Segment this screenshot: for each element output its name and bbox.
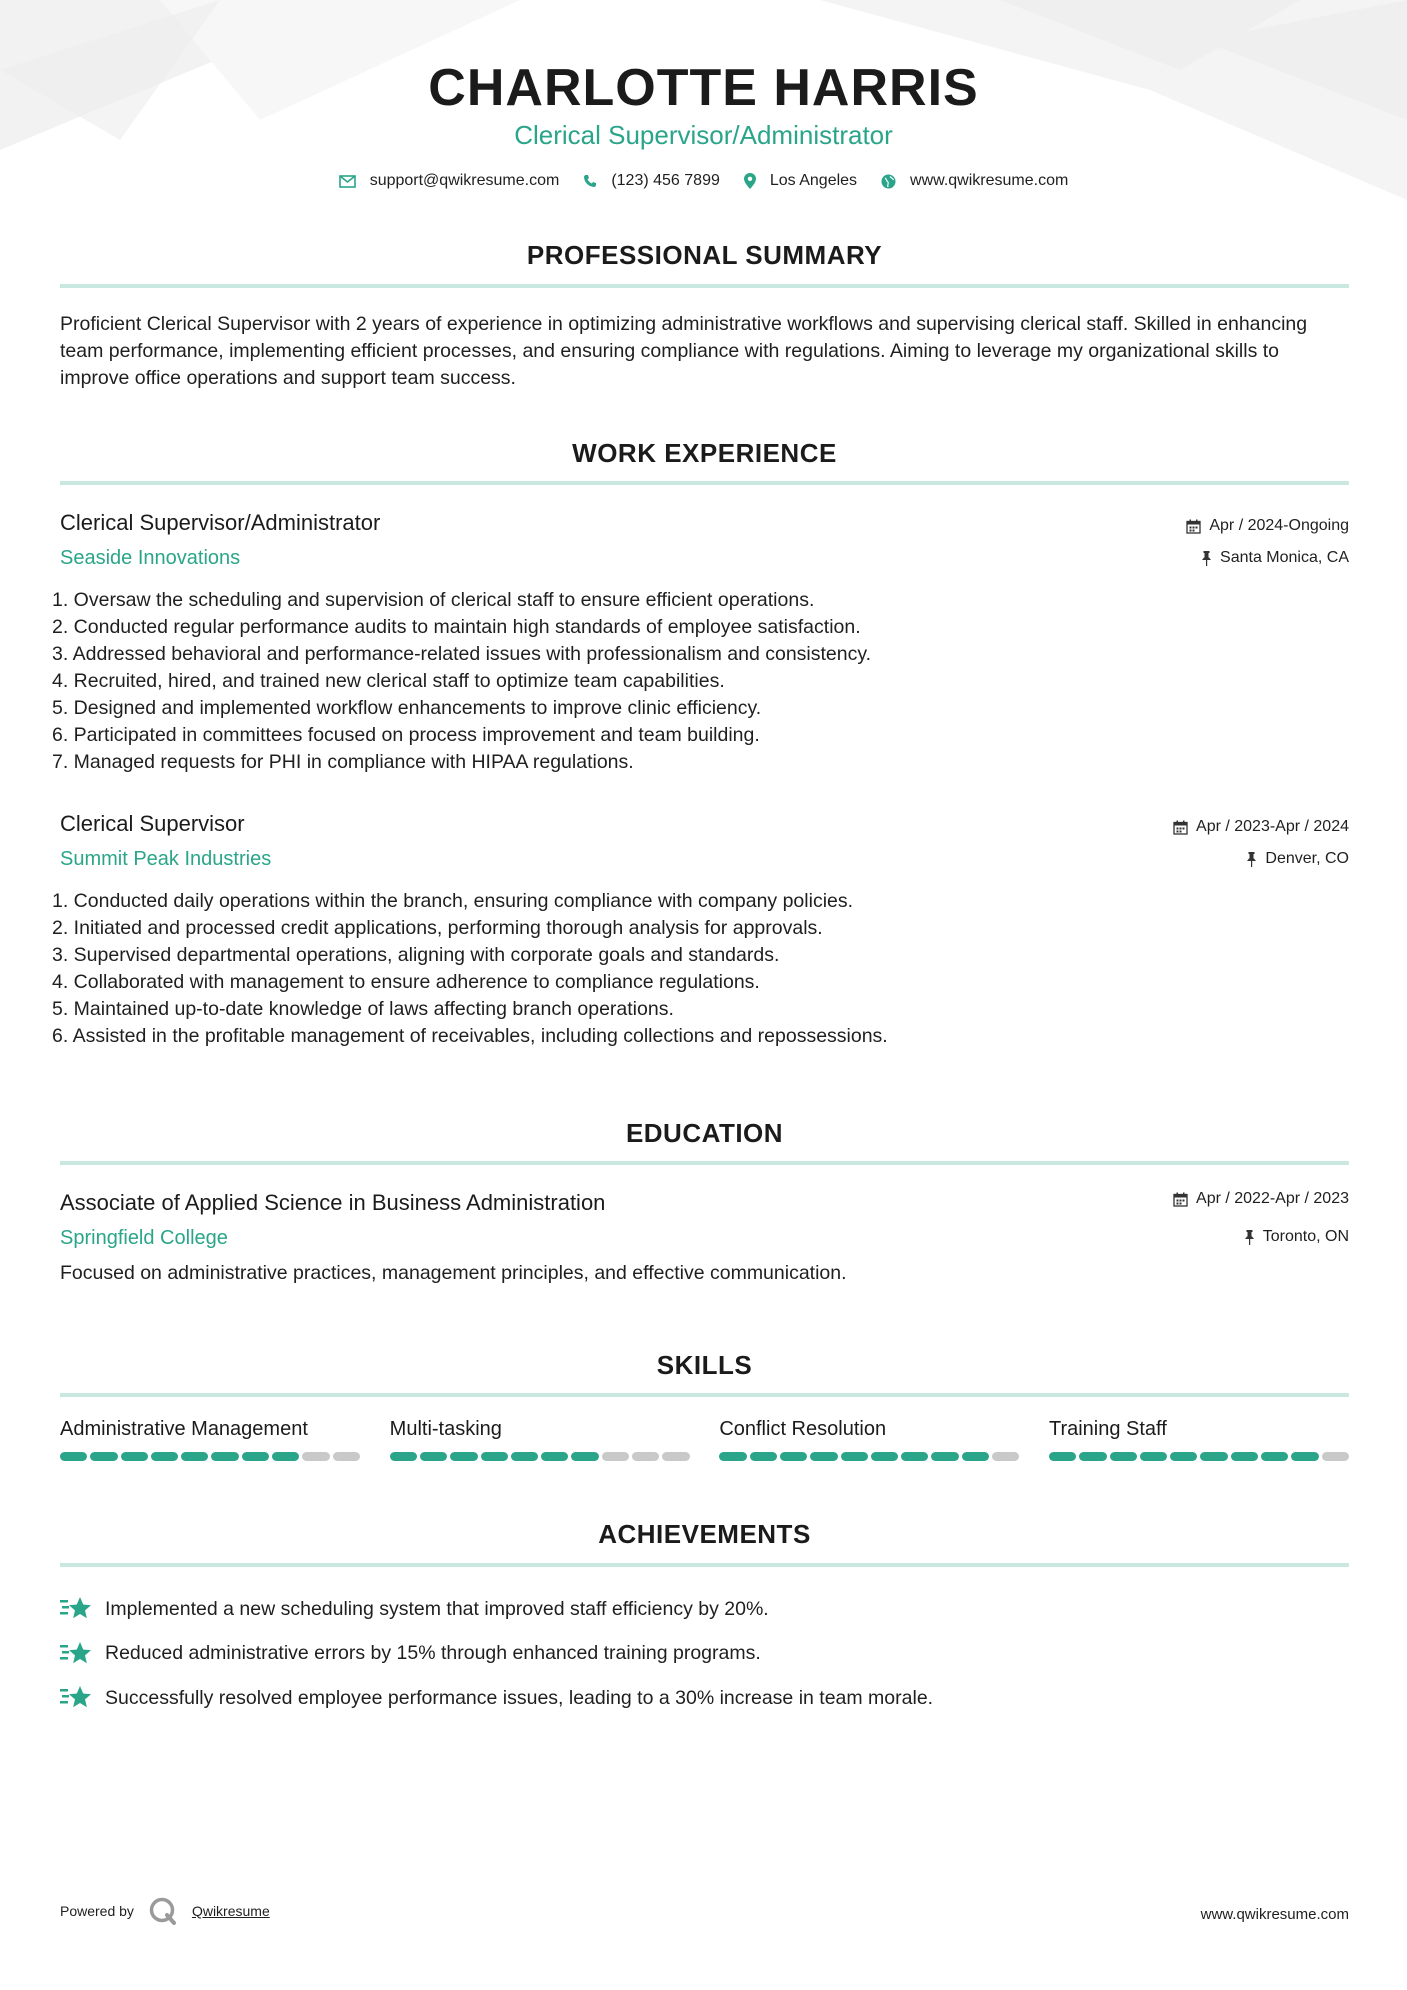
skill-name: Administrative Management [60, 1418, 308, 1440]
achievement-item [60, 1587, 1349, 1632]
achievements-list [60, 1587, 1349, 1721]
job-dates [1186, 517, 1349, 535]
contact-location [744, 172, 857, 190]
candidate-title: Clerical Supervisor/Administrator [514, 120, 893, 150]
skill-level-bar [60, 1452, 360, 1461]
skill-item [1049, 1418, 1349, 1461]
job-location [1201, 549, 1349, 567]
job-location-text: Denver, CO [1265, 850, 1349, 867]
skill-item [719, 1418, 1019, 1461]
skill-segment-filled [810, 1452, 837, 1461]
skills-heading: SKILLS [656, 1350, 753, 1380]
map-pin-icon [744, 173, 756, 189]
job-dates-text: Apr / 2024-Ongoing [1209, 517, 1349, 534]
skill-name: Training Staff [1048, 1418, 1167, 1440]
skill-segment-empty [662, 1452, 689, 1461]
job-bullet: 6. Assisted in the profitable management of receivables, including collections and repossessions. [52, 1025, 888, 1047]
skill-segment-filled [211, 1452, 238, 1461]
experience-divider [60, 481, 1349, 485]
skill-segment-filled [151, 1452, 178, 1461]
job-bullet: 7. Managed requests for PHI in compliance with HIPAA regulations. [52, 751, 634, 773]
skill-segment-filled [420, 1452, 447, 1461]
skill-segment-filled [390, 1452, 417, 1461]
summary-text: Proficient Clerical Supervisor with 2 years of experience in optimizing administrative workflows and supervising clerical staff. Skilled in enhancing team performance, implementing efficient processes, and ensuring compliance with regulations. Aiming to leverage my organizational skills to improve office operations and support team success. [60, 313, 1308, 389]
skill-segment-empty [602, 1452, 629, 1461]
pushpin-icon [1244, 1230, 1255, 1245]
education-description: Focused on administrative practices, management principles, and effective communication. [60, 1262, 847, 1284]
summary-divider [60, 284, 1349, 288]
education-location [1244, 1228, 1349, 1246]
phone-icon [583, 174, 597, 188]
skill-segment-filled [931, 1452, 958, 1461]
job-bullet: 2. Initiated and processed credit applications, performing thorough analysis for approvals. [52, 917, 823, 939]
achievement-text: Reduced administrative errors by 15% through enhanced training programs. [105, 1642, 761, 1665]
job-company: Summit Peak Industries [60, 848, 272, 870]
job-title: Clerical Supervisor [60, 811, 245, 836]
job-title: Clerical Supervisor/Administrator [60, 510, 381, 535]
skill-item [60, 1418, 360, 1461]
skills-list [60, 1418, 1349, 1461]
skill-segment-filled [1261, 1452, 1288, 1461]
job-bullet: 1. Conducted daily operations within the branch, ensuring compliance with company policies. [52, 890, 854, 912]
job-bullet: 3. Addressed behavioral and performance-related issues with professionalism and consistency. [52, 643, 872, 665]
skill-segment-empty [992, 1452, 1019, 1461]
pushpin-icon [1201, 551, 1212, 566]
star-achievement-icon [60, 1641, 93, 1667]
contact-phone-text: (123) 456 7899 [611, 172, 720, 189]
job-dates-text: Apr / 2023-Apr / 2024 [1196, 818, 1349, 835]
achievement-text: Implemented a new scheduling system that improved staff efficiency by 20%. [105, 1597, 769, 1620]
envelope-icon [339, 175, 356, 188]
skill-name: Conflict Resolution [719, 1418, 887, 1440]
skill-segment-empty [1322, 1452, 1349, 1461]
skill-level-bar [390, 1452, 690, 1461]
star-achievement-icon [60, 1685, 93, 1711]
footer-powered-by [60, 1896, 270, 1926]
powered-by-label: Powered by [60, 1903, 134, 1919]
qwikresume-link[interactable]: Qwikresume [191, 1903, 270, 1919]
skill-segment-empty [302, 1452, 329, 1461]
skill-segment-filled [242, 1452, 269, 1461]
job-bullet: 2. Conducted regular performance audits to maintain high standards of employee satisfaction. [52, 616, 861, 638]
skill-segment-empty [333, 1452, 360, 1461]
skill-segment-filled [90, 1452, 117, 1461]
experience-heading: WORK EXPERIENCE [572, 438, 837, 468]
calendar-icon [1173, 820, 1188, 835]
achievements-divider [60, 1563, 1349, 1567]
skill-segment-filled [481, 1452, 508, 1461]
achievement-item [60, 1632, 1349, 1677]
skill-item [390, 1418, 690, 1461]
skill-name: Multi-tasking [389, 1418, 502, 1440]
skill-segment-filled [901, 1452, 928, 1461]
skill-segment-filled [962, 1452, 989, 1461]
job-bullet: 4. Recruited, hired, and trained new clerical staff to optimize team capabilities. [52, 670, 725, 692]
education-heading: EDUCATION [625, 1118, 784, 1148]
job-bullet: 6. Participated in committees focused on process improvement and team building. [52, 724, 760, 746]
skill-level-bar [1049, 1452, 1349, 1461]
contact-website-text: www.qwikresume.com [910, 172, 1069, 189]
skill-segment-filled [181, 1452, 208, 1461]
job-location-text: Santa Monica, CA [1220, 549, 1349, 566]
globe-icon [881, 174, 896, 189]
summary-heading: PROFESSIONAL SUMMARY [526, 240, 883, 270]
star-achievement-icon [60, 1596, 93, 1622]
achievements-heading: ACHIEVEMENTS [598, 1519, 811, 1549]
qwikresume-logo-icon [148, 1896, 178, 1926]
job-bullet: 1. Oversaw the scheduling and supervision of clerical staff to ensure efficient operations. [52, 589, 815, 611]
job-bullet: 4. Collaborated with management to ensure adherence to compliance regulations. [52, 971, 760, 993]
achievement-text: Successfully resolved employee performance issues, leading to a 30% increase in team morale. [105, 1686, 934, 1709]
skill-segment-filled [780, 1452, 807, 1461]
job-bullets [52, 888, 1332, 1050]
skill-segment-filled [511, 1452, 538, 1461]
skill-segment-filled [1291, 1452, 1318, 1461]
contact-email-text: support@qwikresume.com [369, 172, 560, 189]
skill-segment-filled [450, 1452, 477, 1461]
skills-divider [60, 1393, 1349, 1397]
candidate-name: CHARLOTTE HARRIS [428, 59, 979, 117]
skill-segment-filled [750, 1452, 777, 1461]
calendar-icon [1173, 1192, 1188, 1207]
skill-segment-filled [121, 1452, 148, 1461]
job-bullet: 5. Designed and implemented workflow enhancements to improve clinic efficiency. [52, 697, 762, 719]
skill-segment-filled [1170, 1452, 1197, 1461]
skill-segment-filled [841, 1452, 868, 1461]
skill-segment-filled [871, 1452, 898, 1461]
skill-segment-empty [632, 1452, 659, 1461]
contact-location-text: Los Angeles [769, 172, 858, 189]
skill-segment-filled [1231, 1452, 1258, 1461]
skill-segment-filled [1079, 1452, 1106, 1461]
contact-email[interactable] [339, 172, 560, 190]
education-location-text: Toronto, ON [1262, 1228, 1349, 1245]
skill-segment-filled [719, 1452, 746, 1461]
education-divider [60, 1161, 1349, 1165]
job-location [1246, 850, 1349, 868]
job-bullet: 5. Maintained up-to-date knowledge of laws affecting branch operations. [52, 998, 674, 1020]
skill-level-bar [719, 1452, 1019, 1461]
achievement-item [60, 1676, 1349, 1721]
skill-segment-filled [272, 1452, 299, 1461]
job-bullet: 3. Supervised departmental operations, aligning with corporate goals and standards. [52, 944, 780, 966]
pushpin-icon [1246, 852, 1257, 867]
contact-phone[interactable] [583, 172, 720, 190]
education-dates [1173, 1190, 1349, 1208]
skill-segment-filled [541, 1452, 568, 1461]
skill-segment-filled [1049, 1452, 1076, 1461]
job-dates [1173, 818, 1349, 836]
education-degree: Associate of Applied Science in Business Administration [60, 1190, 606, 1215]
job-company: Seaside Innovations [60, 547, 241, 569]
education-dates-text: Apr / 2022-Apr / 2023 [1196, 1190, 1349, 1207]
skill-segment-filled [571, 1452, 598, 1461]
skill-segment-filled [60, 1452, 87, 1461]
footer-website[interactable]: www.qwikresume.com [1200, 1906, 1349, 1923]
skill-segment-filled [1200, 1452, 1227, 1461]
contact-bar [0, 172, 1407, 190]
skill-segment-filled [1140, 1452, 1167, 1461]
education-school: Springfield College [60, 1227, 228, 1249]
contact-website[interactable] [881, 172, 1068, 190]
skill-segment-filled [1110, 1452, 1137, 1461]
calendar-icon [1186, 519, 1201, 534]
job-bullets [52, 587, 1332, 776]
